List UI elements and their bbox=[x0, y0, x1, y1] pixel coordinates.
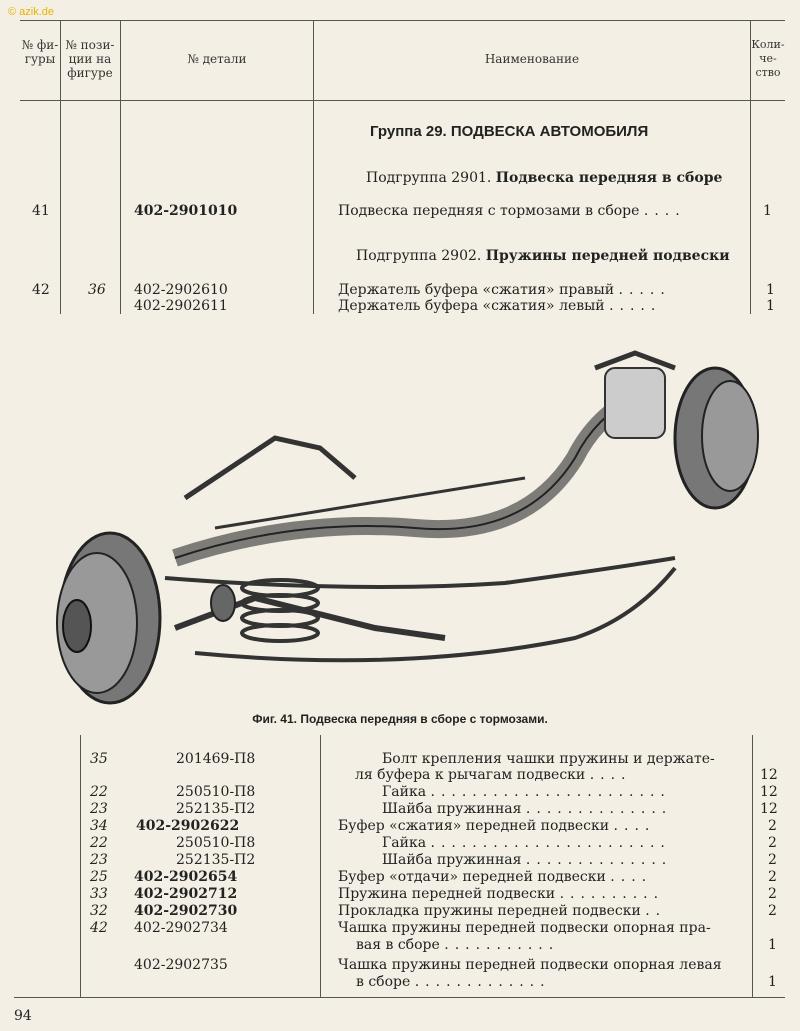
part-name: Шайба пружинная .............. bbox=[382, 852, 673, 868]
position-number: 22 bbox=[90, 784, 108, 800]
quantity: 2 bbox=[768, 852, 777, 868]
quantity: 12 bbox=[760, 801, 778, 817]
part-name-cont: вая в сборе ........... bbox=[356, 937, 560, 953]
col-divider bbox=[752, 735, 753, 997]
page-number: 94 bbox=[14, 1008, 32, 1024]
part-name: Буфер «сжатия» передней подвески .... bbox=[338, 818, 656, 834]
position-number: 42 bbox=[90, 920, 108, 936]
position-number: 22 bbox=[90, 835, 108, 851]
quantity: 12 bbox=[760, 784, 778, 800]
part-name: Прокладка пружины передней подвески .. bbox=[338, 903, 667, 919]
header-bottom-rule bbox=[20, 100, 785, 101]
fig-number: 41 bbox=[32, 203, 50, 219]
part-number: 402-2901010 bbox=[134, 203, 238, 219]
part-number: 402-2902610 bbox=[134, 282, 228, 298]
col-divider bbox=[320, 735, 321, 997]
quantity: 1 bbox=[766, 298, 775, 314]
header-name: Наименование bbox=[484, 52, 580, 66]
header-pos-no: № пози-ции на фигуре bbox=[65, 38, 115, 80]
figure-caption: Фиг. 41. Подвеска передняя в сборе с тормозами. bbox=[252, 712, 548, 726]
part-name: Гайка ....................... bbox=[382, 835, 671, 851]
col-divider bbox=[80, 735, 81, 997]
part-name: Подвеска передняя с тормозами в сборе .... bbox=[338, 203, 686, 219]
table-bottom-rule bbox=[14, 997, 785, 998]
position-number: 25 bbox=[90, 869, 108, 885]
part-name: Шайба пружинная .............. bbox=[382, 801, 673, 817]
part-name: Буфер «отдачи» передней подвески .... bbox=[338, 869, 653, 885]
quantity: 1 bbox=[763, 203, 772, 219]
part-number: 402-2902712 bbox=[134, 886, 238, 902]
subgroup-2901: Подгруппа 2901. Подвеска передняя в сборе bbox=[366, 170, 723, 186]
position-number: 32 bbox=[90, 903, 108, 919]
part-number: 201469-П8 bbox=[176, 751, 256, 767]
part-name: Держатель буфера «сжатия» левый ..... bbox=[338, 298, 662, 314]
quantity: 2 bbox=[768, 818, 777, 834]
quantity: 2 bbox=[768, 903, 777, 919]
part-number: 250510-П8 bbox=[176, 784, 256, 800]
part-number: 402-2902735 bbox=[134, 957, 228, 973]
position-number: 33 bbox=[90, 886, 108, 902]
part-number: 402-2902734 bbox=[134, 920, 228, 936]
part-name-cont: в сборе ............. bbox=[356, 974, 551, 990]
quantity: 2 bbox=[768, 835, 777, 851]
quantity: 1 bbox=[766, 282, 775, 298]
front-suspension-illustration bbox=[55, 328, 765, 713]
header-fig-no: № фи-гуры bbox=[21, 38, 59, 66]
part-name: Держатель буфера «сжатия» правый ..... bbox=[338, 282, 671, 298]
header-part-no: № детали bbox=[187, 52, 247, 66]
part-number: 402-2902730 bbox=[134, 903, 238, 919]
part-name-cont: ля буфера к рычагам подвески .... bbox=[355, 767, 632, 783]
group-title: Группа 29. ПОДВЕСКА АВТОМОБИЛЯ bbox=[370, 123, 649, 140]
position-number: 35 bbox=[90, 751, 108, 767]
fig-number: 42 bbox=[32, 282, 50, 298]
position-number: 36 bbox=[88, 282, 106, 298]
part-name: Чашка пружины передней подвески опорная пра- bbox=[338, 920, 711, 936]
part-number: 252135-П2 bbox=[176, 801, 256, 817]
part-number: 402-2902654 bbox=[134, 869, 238, 885]
subgroup-2902: Подгруппа 2902. Пружины передней подвески bbox=[356, 248, 730, 264]
position-number: 23 bbox=[90, 852, 108, 868]
quantity: 2 bbox=[768, 869, 777, 885]
part-number: 252135-П2 bbox=[176, 852, 256, 868]
header-qty: Коли-че-ство bbox=[751, 38, 785, 79]
part-name: Пружина передней подвески .......... bbox=[338, 886, 665, 902]
quantity: 1 bbox=[768, 974, 777, 990]
quantity: 1 bbox=[768, 937, 777, 953]
position-number: 34 bbox=[90, 818, 108, 834]
position-number: 23 bbox=[90, 801, 108, 817]
part-name: Гайка ....................... bbox=[382, 784, 671, 800]
watermark: © azik.de bbox=[8, 6, 55, 18]
part-number: 402-2902622 bbox=[136, 818, 240, 834]
part-name: Болт крепления чашки пружины и держате- bbox=[382, 751, 715, 767]
quantity: 2 bbox=[768, 886, 777, 902]
quantity: 12 bbox=[760, 767, 778, 783]
part-number: 402-2902611 bbox=[134, 298, 228, 314]
part-name: Чашка пружины передней подвески опорная левая bbox=[338, 957, 722, 973]
part-number: 250510-П8 bbox=[176, 835, 256, 851]
table-top-rule bbox=[20, 20, 785, 21]
